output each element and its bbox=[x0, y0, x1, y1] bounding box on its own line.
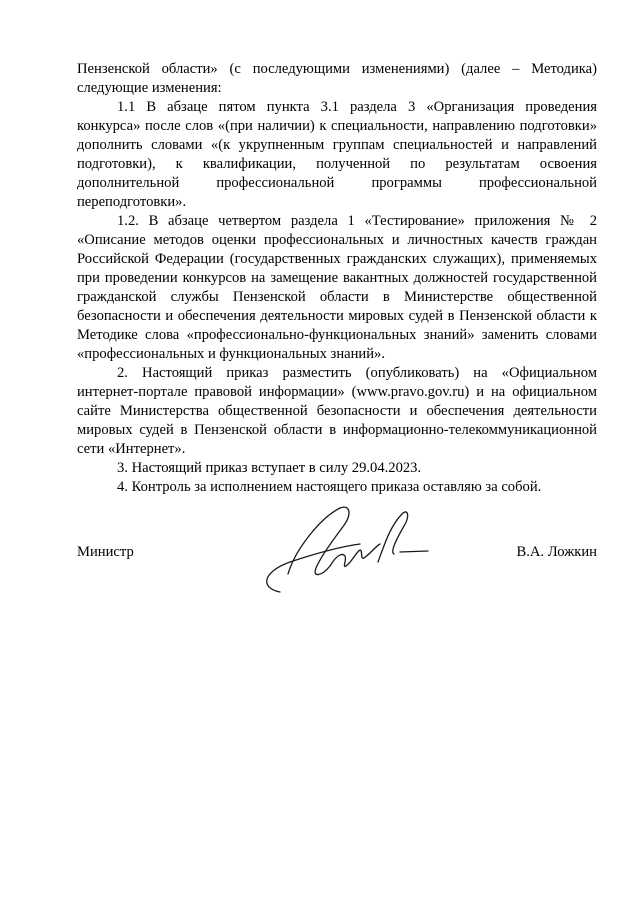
paragraph-item-1-2: 1.2. В абзаце четвертом раздела 1 «Тестирование» приложения № 2 «Описание методов оценки профессиональных и личностных качеств граждан Российской Федерации (государственных гражданских служащих), применяемых при проведении конкурсов на замещение вакантных должностей государственной гражданской службы Пензенской области в Министерстве общественной безопасности и обеспечения деятельности мировых судей в Пензенской области к Методике слова «профессионально-функциональных знаний» заменить словами «профессиональных и функциональных знаний». bbox=[77, 213, 597, 362]
signatory-name: В.А. Ложкин bbox=[516, 544, 597, 560]
document-body bbox=[77, 60, 597, 497]
paragraph-item-4: 4. Контроль за исполнением настоящего приказа оставляю за собой. bbox=[117, 479, 542, 495]
paragraph-item-1-1: 1.1 В абзаце пятом пункта 3.1 раздела 3 «Организация проведения конкурса» после слов «(при наличии) к специальности, направлению подготовки» дополнить словами «(к укрупненным группам специальностей и направлений подготовки), к квалификации, полученной по результатам освоения дополнительной профессиональной программы профессиональной переподготовки». bbox=[77, 99, 597, 210]
signatory-position: Министр bbox=[77, 544, 134, 560]
signature-block bbox=[77, 538, 597, 566]
paragraph-intro: Пензенской области» (с последующими изменениями) (далее – Методика) следующие изменения: bbox=[77, 61, 597, 96]
paragraph-item-3: 3. Настоящий приказ вступает в силу 29.04.2023. bbox=[117, 460, 422, 476]
paragraph-item-2: 2. Настоящий приказ разместить (опубликовать) на «Официальном интернет-портале правовой информации» (www.pravo.gov.ru) и на официальном сайте Министерства общественной безопасности и обеспечения деятельности мировых судей в Пензенской области в информационно-телекоммуникационной сети «Интернет». bbox=[77, 365, 597, 457]
